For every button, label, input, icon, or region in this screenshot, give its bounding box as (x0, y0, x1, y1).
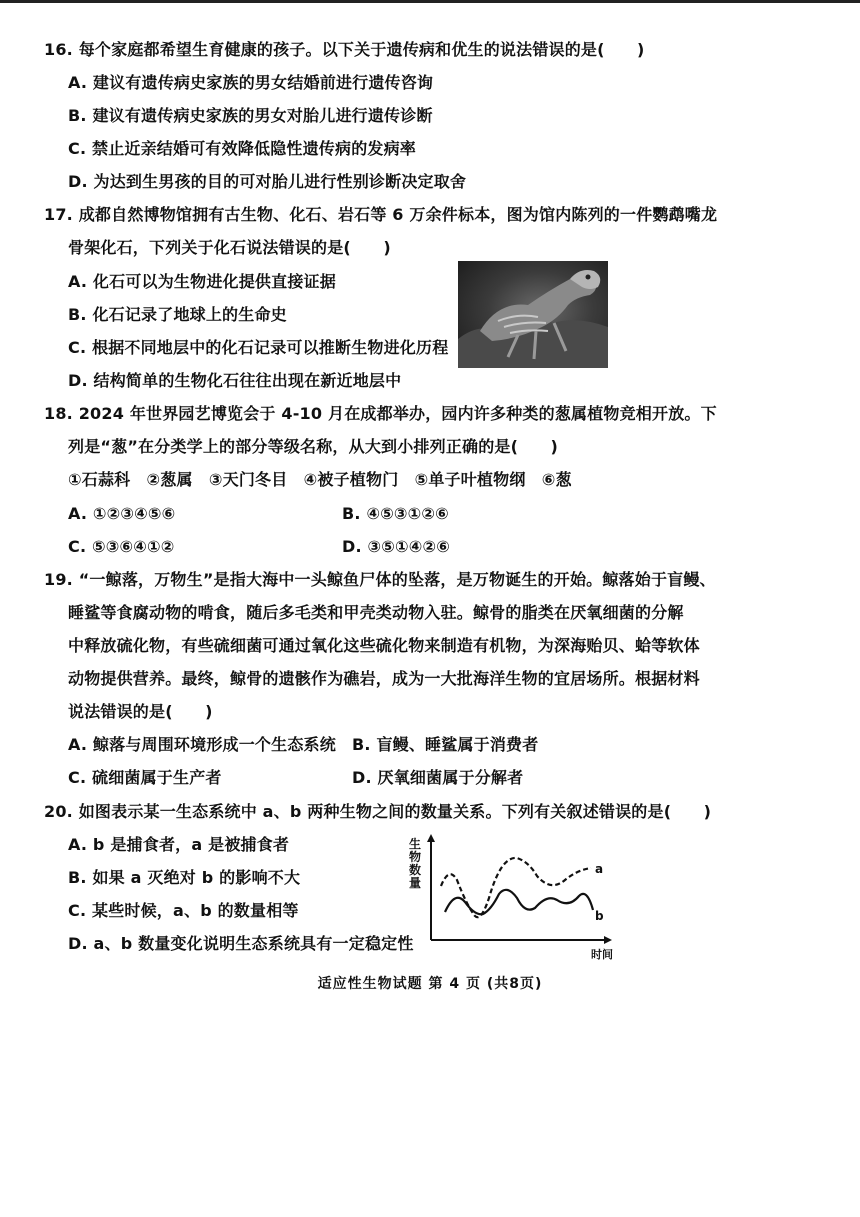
q18-stem-line2: 列是“葱”在分类学上的部分等级名称，从大到小排列正确的是( ) (68, 437, 559, 456)
y-axis-label: 生物数量 (409, 837, 422, 890)
series-a-line (441, 858, 591, 917)
q16-option-c: C. 禁止近亲结婚可有效降低隐性遗传病的发病率 (68, 139, 416, 158)
q19-option-b: B. 盲鳗、睡鲨属于消费者 (352, 735, 539, 754)
q17-option-c: C. 根据不同地层中的化石记录可以推断生物进化历程 (68, 338, 449, 357)
y-axis-arrow (427, 834, 435, 842)
x-axis-arrow (604, 936, 612, 944)
q16-stem: 16. 每个家庭都希望生育健康的孩子。以下关于遗传病和优生的说法错误的是( ) (44, 40, 645, 59)
q19-line-5: 说法错误的是( ) (68, 702, 213, 721)
q19-line-1: 19. “一鲸落，万物生”是指大海中一头鲸鱼尸体的坠落，是万物诞生的开始。鲸落始于盲鳗、 (44, 570, 716, 589)
q16-option-a: A. 建议有遗传病史家族的男女结婚前进行遗传咨询 (68, 73, 434, 92)
q17-stem-line1: 17. 成都自然博物馆拥有古生物、化石、岩石等 6 万余件标本，图为馆内陈列的一件鹦鹉嘴龙 (44, 205, 718, 224)
q17-stem-line2: 骨架化石，下列关于化石说法错误的是( ) (68, 238, 391, 257)
q19-line-4: 动物提供营养。最终，鲸骨的遗骸作为礁岩，成为一大批海洋生物的宜居场所。根据材料 (68, 669, 700, 688)
q19-line-2: 睡鲨等食腐动物的啃食，随后多毛类和甲壳类动物入驻。鲸骨的脂类在厌氧细菌的分解 (68, 603, 684, 622)
q18-option-a: A. ①②③④⑤⑥ (68, 504, 176, 523)
q20-option-b: B. 如果 a 灭绝对 b 的影响不大 (68, 868, 301, 887)
q20-option-c: C. 某些时候，a、b 的数量相等 (68, 901, 299, 920)
series-b-label: b (595, 909, 604, 923)
q18-items: ①石蒜科 ②葱属 ③天门冬目 ④被子植物门 ⑤单子叶植物纲 ⑥葱 (68, 470, 572, 489)
q16-option-d: D. 为达到生男孩的目的可对胎儿进行性别诊断决定取舍 (68, 172, 467, 191)
q19-option-d: D. 厌氧细菌属于分解者 (352, 768, 524, 787)
x-axis-label: 时间 (591, 948, 613, 961)
q20-option-d: D. a、b 数量变化说明生态系统具有一定稳定性 (68, 934, 414, 953)
q18-stem-line1: 18. 2024 年世界园艺博览会于 4-10 月在成都举办，园内许多种类的葱属植物竞相开放。下 (44, 404, 717, 423)
q16-option-b: B. 建议有遗传病史家族的男女对胎儿进行遗传诊断 (68, 106, 433, 125)
q17-option-b: B. 化石记录了地球上的生命史 (68, 305, 287, 324)
q19-option-a: A. 鲸落与周围环境形成一个生态系统 (68, 735, 336, 754)
q20-stem: 20. 如图表示某一生态系统中 a、b 两种生物之间的数量关系。下列有关叙述错误的是( ) (44, 802, 712, 821)
q19-option-c: C. 硫细菌属于生产者 (68, 768, 222, 787)
q20-option-a: A. b 是捕食者，a 是被捕食者 (68, 835, 290, 854)
q17-option-a: A. 化石可以为生物进化提供直接证据 (68, 272, 336, 291)
q18-option-b: B. ④⑤③①②⑥ (342, 504, 449, 523)
q19-line-3: 中释放硫化物，有些硫细菌可通过氧化这些硫化物来制造有机物，为深海贻贝、蛤等软体 (68, 636, 700, 655)
q17-option-d: D. 结构简单的生物化石往往出现在新近地层中 (68, 371, 402, 390)
top-border (0, 0, 860, 3)
population-chart (405, 828, 620, 963)
page-footer: 适应性生物试题 第 4 页 (共8页) (317, 976, 543, 992)
q18-option-d: D. ③⑤①④②⑥ (342, 537, 451, 556)
q18-option-c: C. ⑤③⑥④①② (68, 537, 175, 556)
series-a-label: a (595, 862, 604, 876)
fossil-photo (458, 261, 608, 368)
